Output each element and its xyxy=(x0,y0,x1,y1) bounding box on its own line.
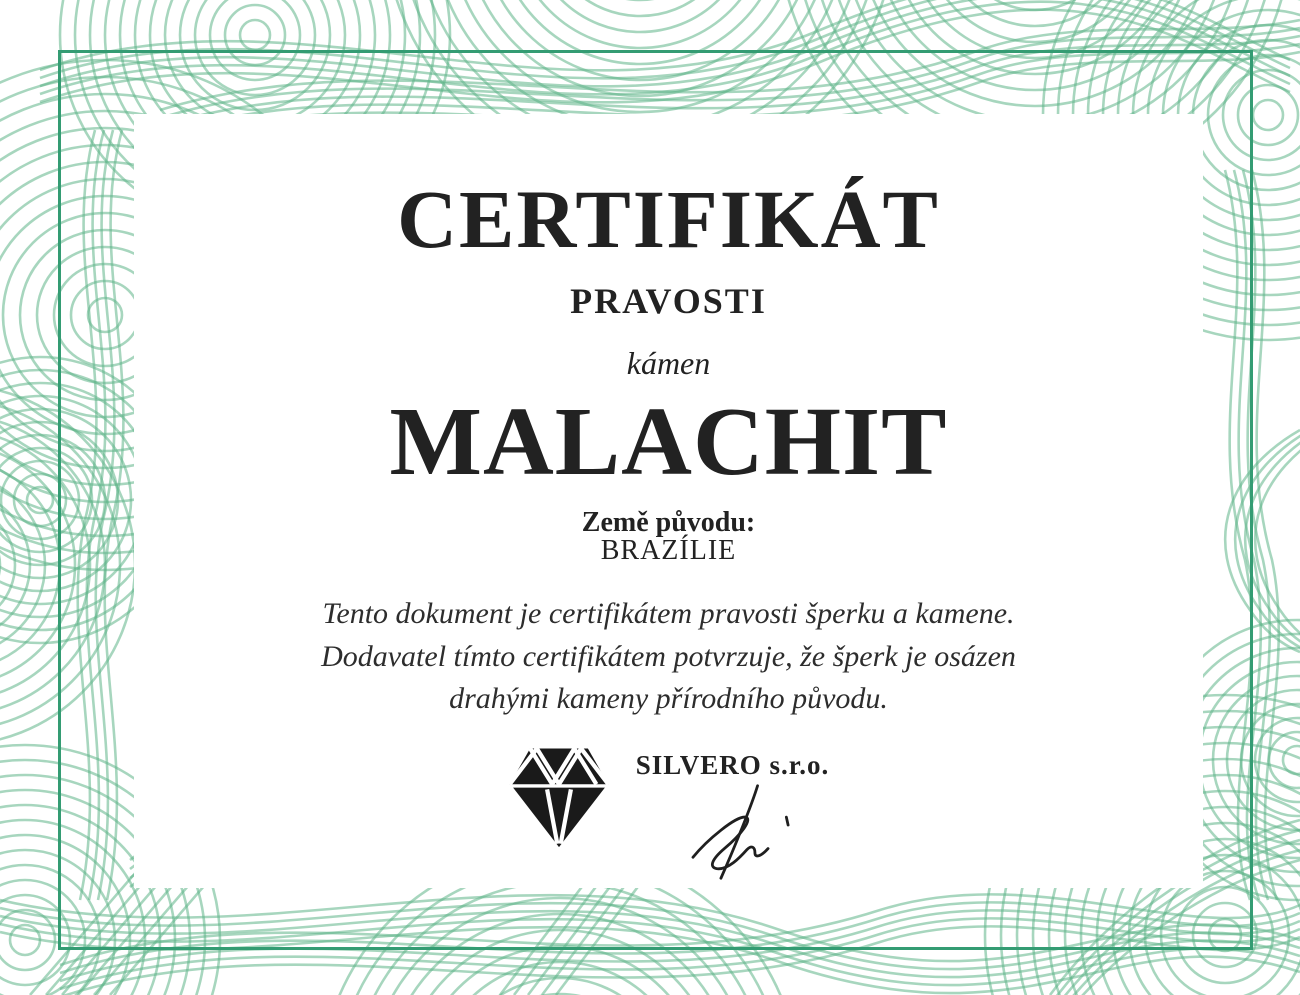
item-type-label: kámen xyxy=(626,345,711,381)
issuer-block xyxy=(508,743,830,886)
statement-line: Dodavatel tímto certifikátem potvrzuje, že šperk je osázen xyxy=(321,639,1016,673)
issuer-signature-column xyxy=(636,743,830,886)
diamond-icon xyxy=(508,743,610,851)
origin-block xyxy=(582,509,755,565)
certificate-title: CERTIFIKÁT xyxy=(397,173,940,265)
origin-label: Země původu: xyxy=(581,507,756,538)
origin-value: BRAZÍLIE xyxy=(600,535,737,566)
signature-icon xyxy=(668,784,800,880)
statement-line: Tento dokument je certifikátem pravosti šperku a kamene. xyxy=(322,597,1015,630)
authenticity-statement xyxy=(321,593,1016,721)
statement-line: drahými kameny přírodního původu. xyxy=(449,682,888,716)
certificate-content xyxy=(134,114,1203,888)
stone-name: MALACHIT xyxy=(389,388,948,496)
certificate-subtitle: PRAVOSTI xyxy=(570,281,767,321)
signature-wrap xyxy=(668,784,800,885)
issuer-name: SILVERO s.r.o. xyxy=(635,749,830,780)
